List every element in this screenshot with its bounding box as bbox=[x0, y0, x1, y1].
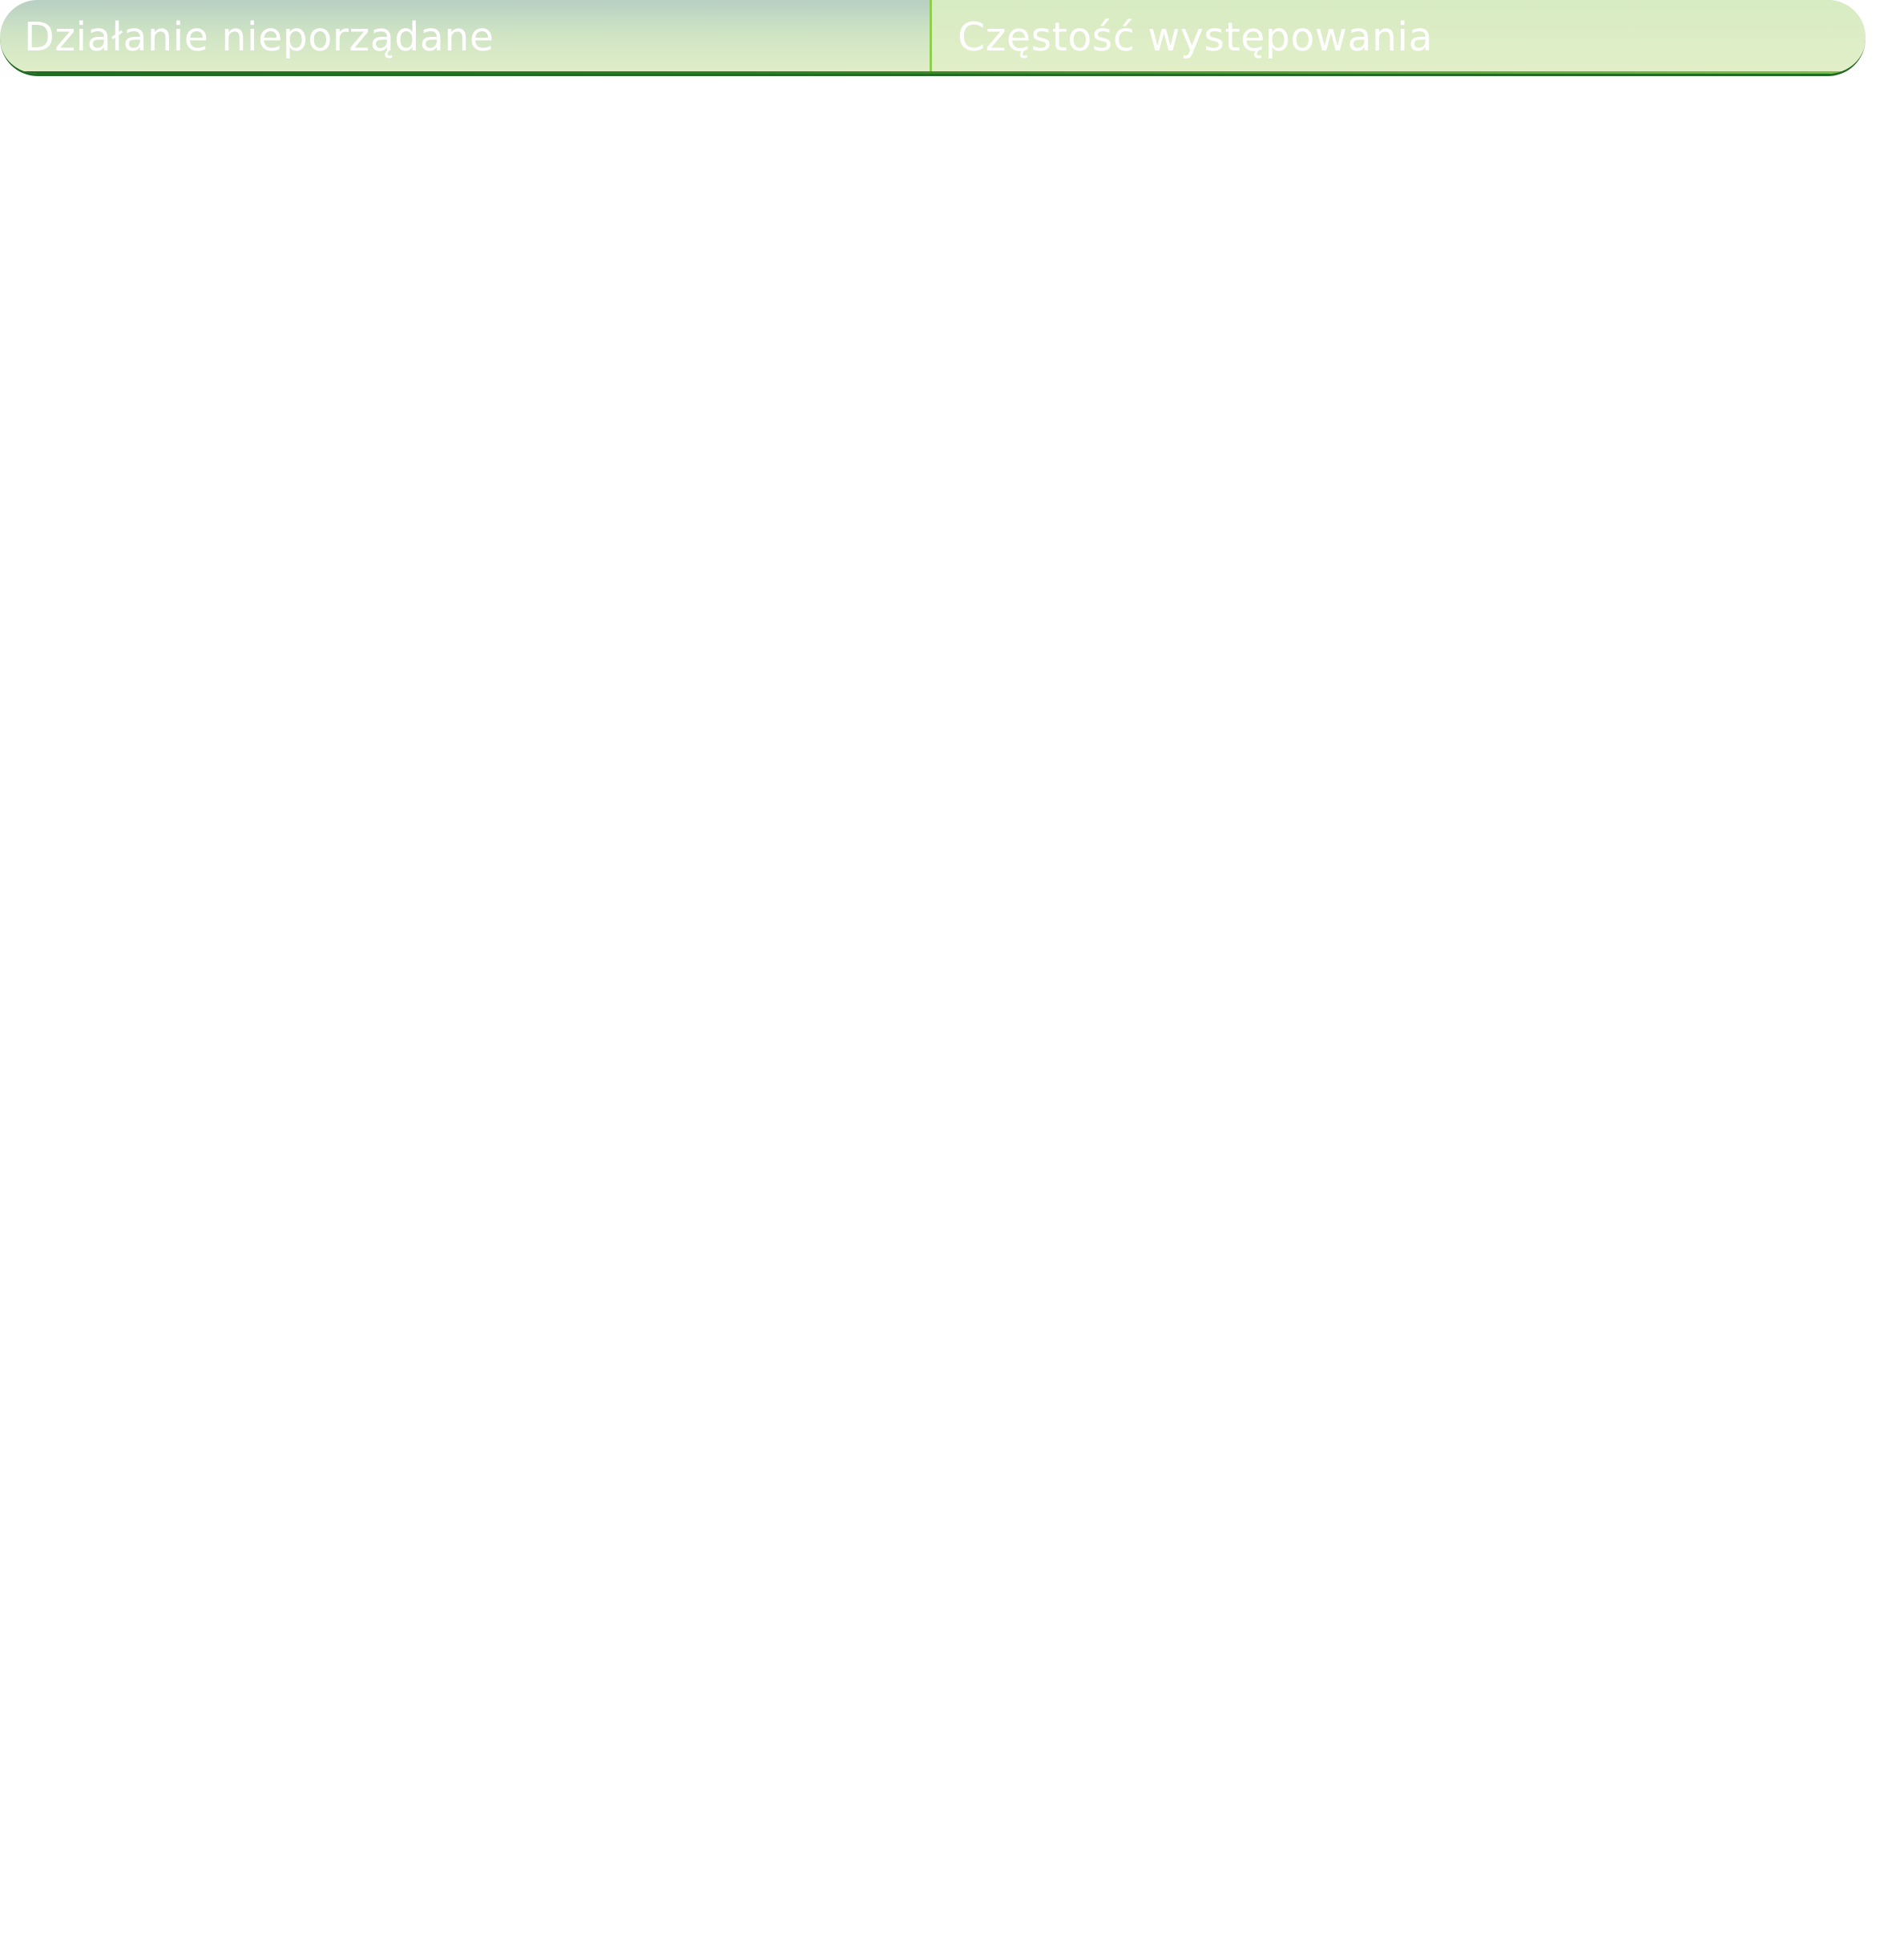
table-body bbox=[0, 76, 1866, 1839]
header-frequency: Częstość występowania bbox=[932, 0, 1866, 74]
table-header-row bbox=[0, 0, 1866, 76]
header-adverse-effect: Działanie nieporządane bbox=[24, 14, 494, 60]
